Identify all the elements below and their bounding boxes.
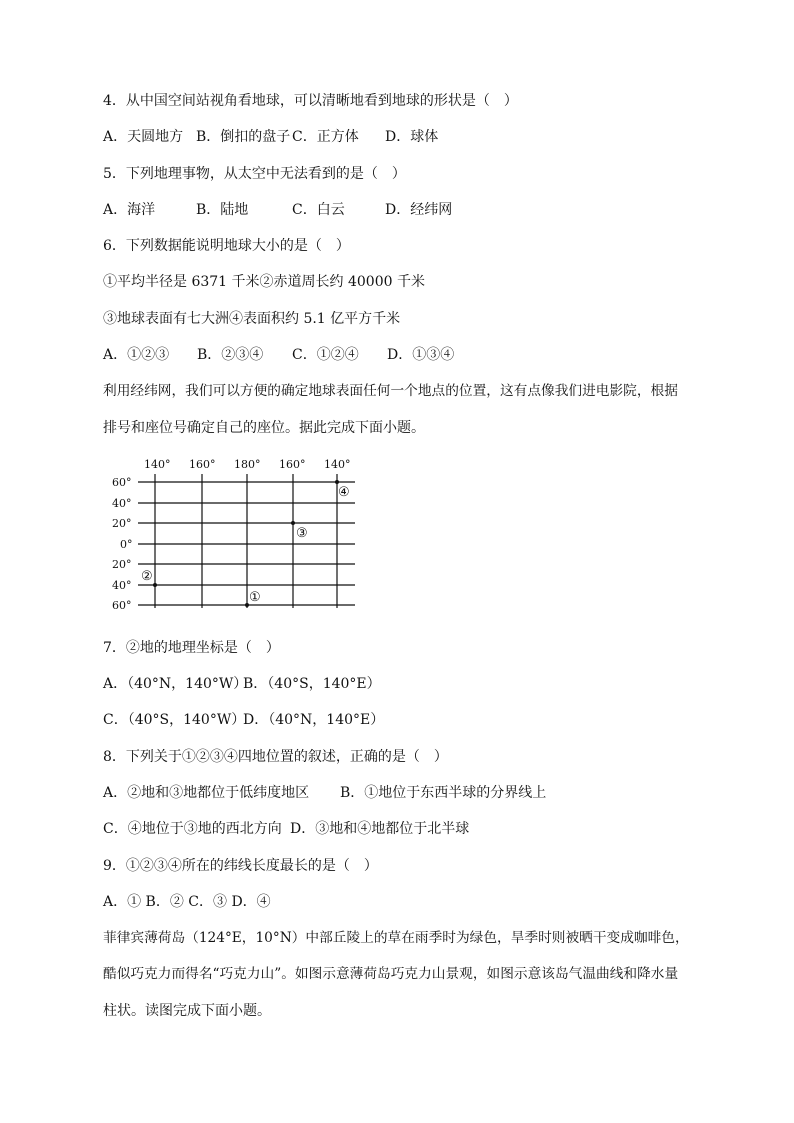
q4-option-a: A．天圆地方 [103, 129, 184, 145]
q6-option-d: D．①③④ [387, 347, 455, 363]
q6-option-c: C．①②④ [292, 347, 359, 363]
q5-option-c: C．白云 [292, 202, 345, 218]
q5-option-a: A．海洋 [103, 202, 156, 218]
q8-option-a: A．②地和③地都位于低纬度地区 [103, 785, 310, 801]
intro-paragraph-line-1: 利用经纬网，我们可以方便的确定地球表面任何一个地点的位置，这有点像我们进电影院，根据 [103, 383, 678, 399]
point-1-label: ① [249, 590, 261, 605]
q7-option-a: A．（40°N，140°W） [103, 676, 248, 692]
longitude-label: 140° [324, 458, 351, 471]
point-4-label: ④ [338, 485, 350, 500]
longitude-label: 180° [234, 458, 261, 471]
lat-long-grid-svg [108, 452, 368, 617]
q6-option-a: A．①②③ [103, 347, 170, 363]
longitude-label: 160° [189, 458, 216, 471]
latitude-label: 60° [112, 599, 132, 612]
intro2-paragraph-line-3: 柱状。读图完成下面小题。 [103, 1003, 271, 1019]
intro-paragraph-line-2: 排号和座位号确定自己的座位。据此完成下面小题。 [103, 420, 425, 436]
longitude-label: 140° [144, 458, 171, 471]
q9-stem: 9．①②③④所在的纬线长度最长的是（ ） [103, 858, 378, 874]
q8-option-b: B．①地位于东西半球的分界线上 [340, 785, 547, 801]
latitude-label: 40° [112, 579, 132, 592]
q6-option-b: B．②③④ [197, 347, 264, 363]
q9-options: A．① B．② C．③ D．④ [103, 894, 271, 910]
q5-option-d: D．经纬网 [385, 202, 453, 218]
latitude-label: 20° [112, 517, 132, 530]
q5-stem: 5．下列地理事物，从太空中无法看到的是（ ） [103, 166, 406, 182]
q4-option-c: C．正方体 [292, 129, 359, 145]
q8-option-c: C．④地位于③地的西北方向 [103, 821, 282, 837]
latitude-label: 40° [112, 497, 132, 510]
point-3-dot [291, 521, 295, 525]
q4-stem: 4．从中国空间站视角看地球，可以清晰地看到地球的形状是（ ） [103, 93, 518, 109]
meridian-lines [155, 474, 337, 608]
latitude-label: 60° [112, 476, 132, 489]
point-2-label: ② [141, 569, 153, 584]
lat-long-grid-figure [108, 452, 368, 617]
q7-stem: 7．②地的地理坐标是（ ） [103, 640, 280, 656]
q8-option-d: D．③地和④地都位于北半球 [290, 821, 470, 837]
point-4-dot [335, 480, 339, 484]
point-3-label: ③ [296, 526, 308, 541]
q5-option-b: B．陆地 [196, 202, 249, 218]
q7-option-d: D．（40°N，140°E） [243, 712, 385, 728]
latitude-label: 0° [120, 538, 133, 551]
q6-item-2: ③地球表面有七大洲④表面积约 5.1 亿平方千米 [103, 311, 401, 327]
q6-stem: 6．下列数据能说明地球大小的是（ ） [103, 238, 350, 254]
q7-option-b: B．（40°S，140°E） [243, 676, 381, 692]
intro2-paragraph-line-1: 菲律宾薄荷岛（124°E，10°N）中部丘陵上的草在雨季时为绿色，旱季时则被晒干变成咖啡色， [103, 930, 689, 946]
q7-option-c: C．（40°S，140°W） [103, 712, 246, 728]
q6-item-1: ①平均半径是 6371 千米②赤道周长约 40000 千米 [103, 274, 425, 290]
q4-option-d: D．球体 [385, 129, 439, 145]
intro2-paragraph-line-2: 酷似巧克力而得名“巧克力山”。如图示意薄荷岛巧克力山景观，如图示意该岛气温曲线和降水量 [103, 966, 679, 982]
longitude-label: 160° [279, 458, 306, 471]
q4-option-b: B．倒扣的盘子 [196, 129, 291, 145]
latitude-label: 20° [112, 558, 132, 571]
q8-stem: 8．下列关于①②③④四地位置的叙述，正确的是（ ） [103, 749, 448, 765]
point-2-dot [153, 583, 157, 587]
